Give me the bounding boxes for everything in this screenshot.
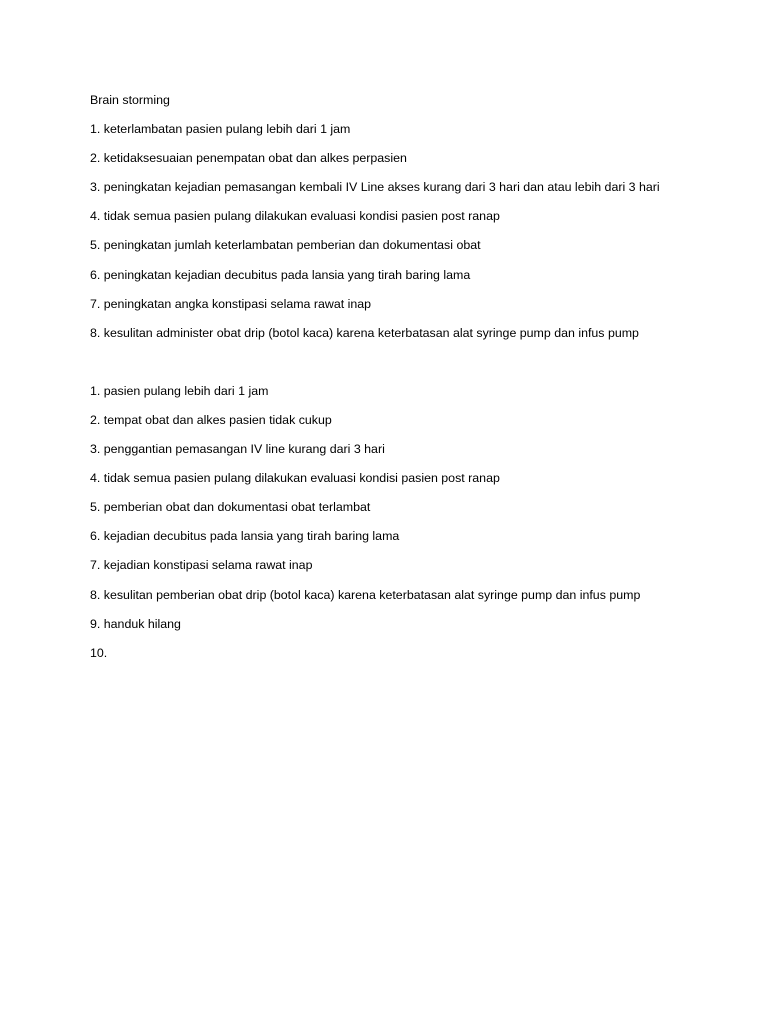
list-item: 7. peningkatan angka konstipasi selama rawat inap	[90, 296, 372, 311]
list-item: 8. kesulitan pemberian obat drip (botol kaca) karena keterbatasan alat syringe pump dan infus pump	[90, 587, 641, 602]
list-item: 1. keterlambatan pasien pulang lebih dari 1 jam	[90, 122, 351, 137]
list-item: 4. tidak semua pasien pulang dilakukan evaluasi kondisi pasien post ranap	[90, 209, 500, 224]
list-item: 3. penggantian pemasangan IV line kurang dari 3 hari	[90, 442, 385, 457]
list-item: 2. tempat obat dan alkes pasien tidak cukup	[90, 412, 332, 427]
brainstorm-list-initial	[90, 121, 730, 342]
list-item: 9. handuk hilang	[90, 616, 181, 631]
list-item: 4. tidak semua pasien pulang dilakukan evaluasi kondisi pasien post ranap	[90, 471, 500, 486]
brainstorm-list-revised	[90, 383, 730, 662]
list-item: 6. kejadian decubitus pada lansia yang tirah baring lama	[90, 529, 400, 544]
list-item: 8. kesulitan administer obat drip (botol kaca) karena keterbatasan alat syringe pump dan infus pump	[90, 325, 639, 340]
list-item: 7. kejadian konstipasi selama rawat inap	[90, 558, 313, 573]
list-item: 6. peningkatan kejadian decubitus pada lansia yang tirah baring lama	[90, 267, 471, 282]
list-item: 5. pemberian obat dan dokumentasi obat terlambat	[90, 500, 371, 515]
list-item: 2. ketidaksesuaian penempatan obat dan alkes perpasien	[90, 151, 407, 166]
list-item: 10.	[90, 645, 108, 660]
list-item: 5. peningkatan jumlah keterlambatan pemberian dan dokumentasi obat	[90, 238, 481, 253]
document-title: Brain storming	[90, 93, 170, 107]
list-item: 1. pasien pulang lebih dari 1 jam	[90, 383, 269, 398]
list-item: 3. peningkatan kejadian pemasangan kembali IV Line akses kurang dari 3 hari dan atau lebih dari 3 hari	[90, 180, 660, 195]
document-body	[90, 92, 730, 674]
paragraph-spacer	[90, 354, 730, 383]
